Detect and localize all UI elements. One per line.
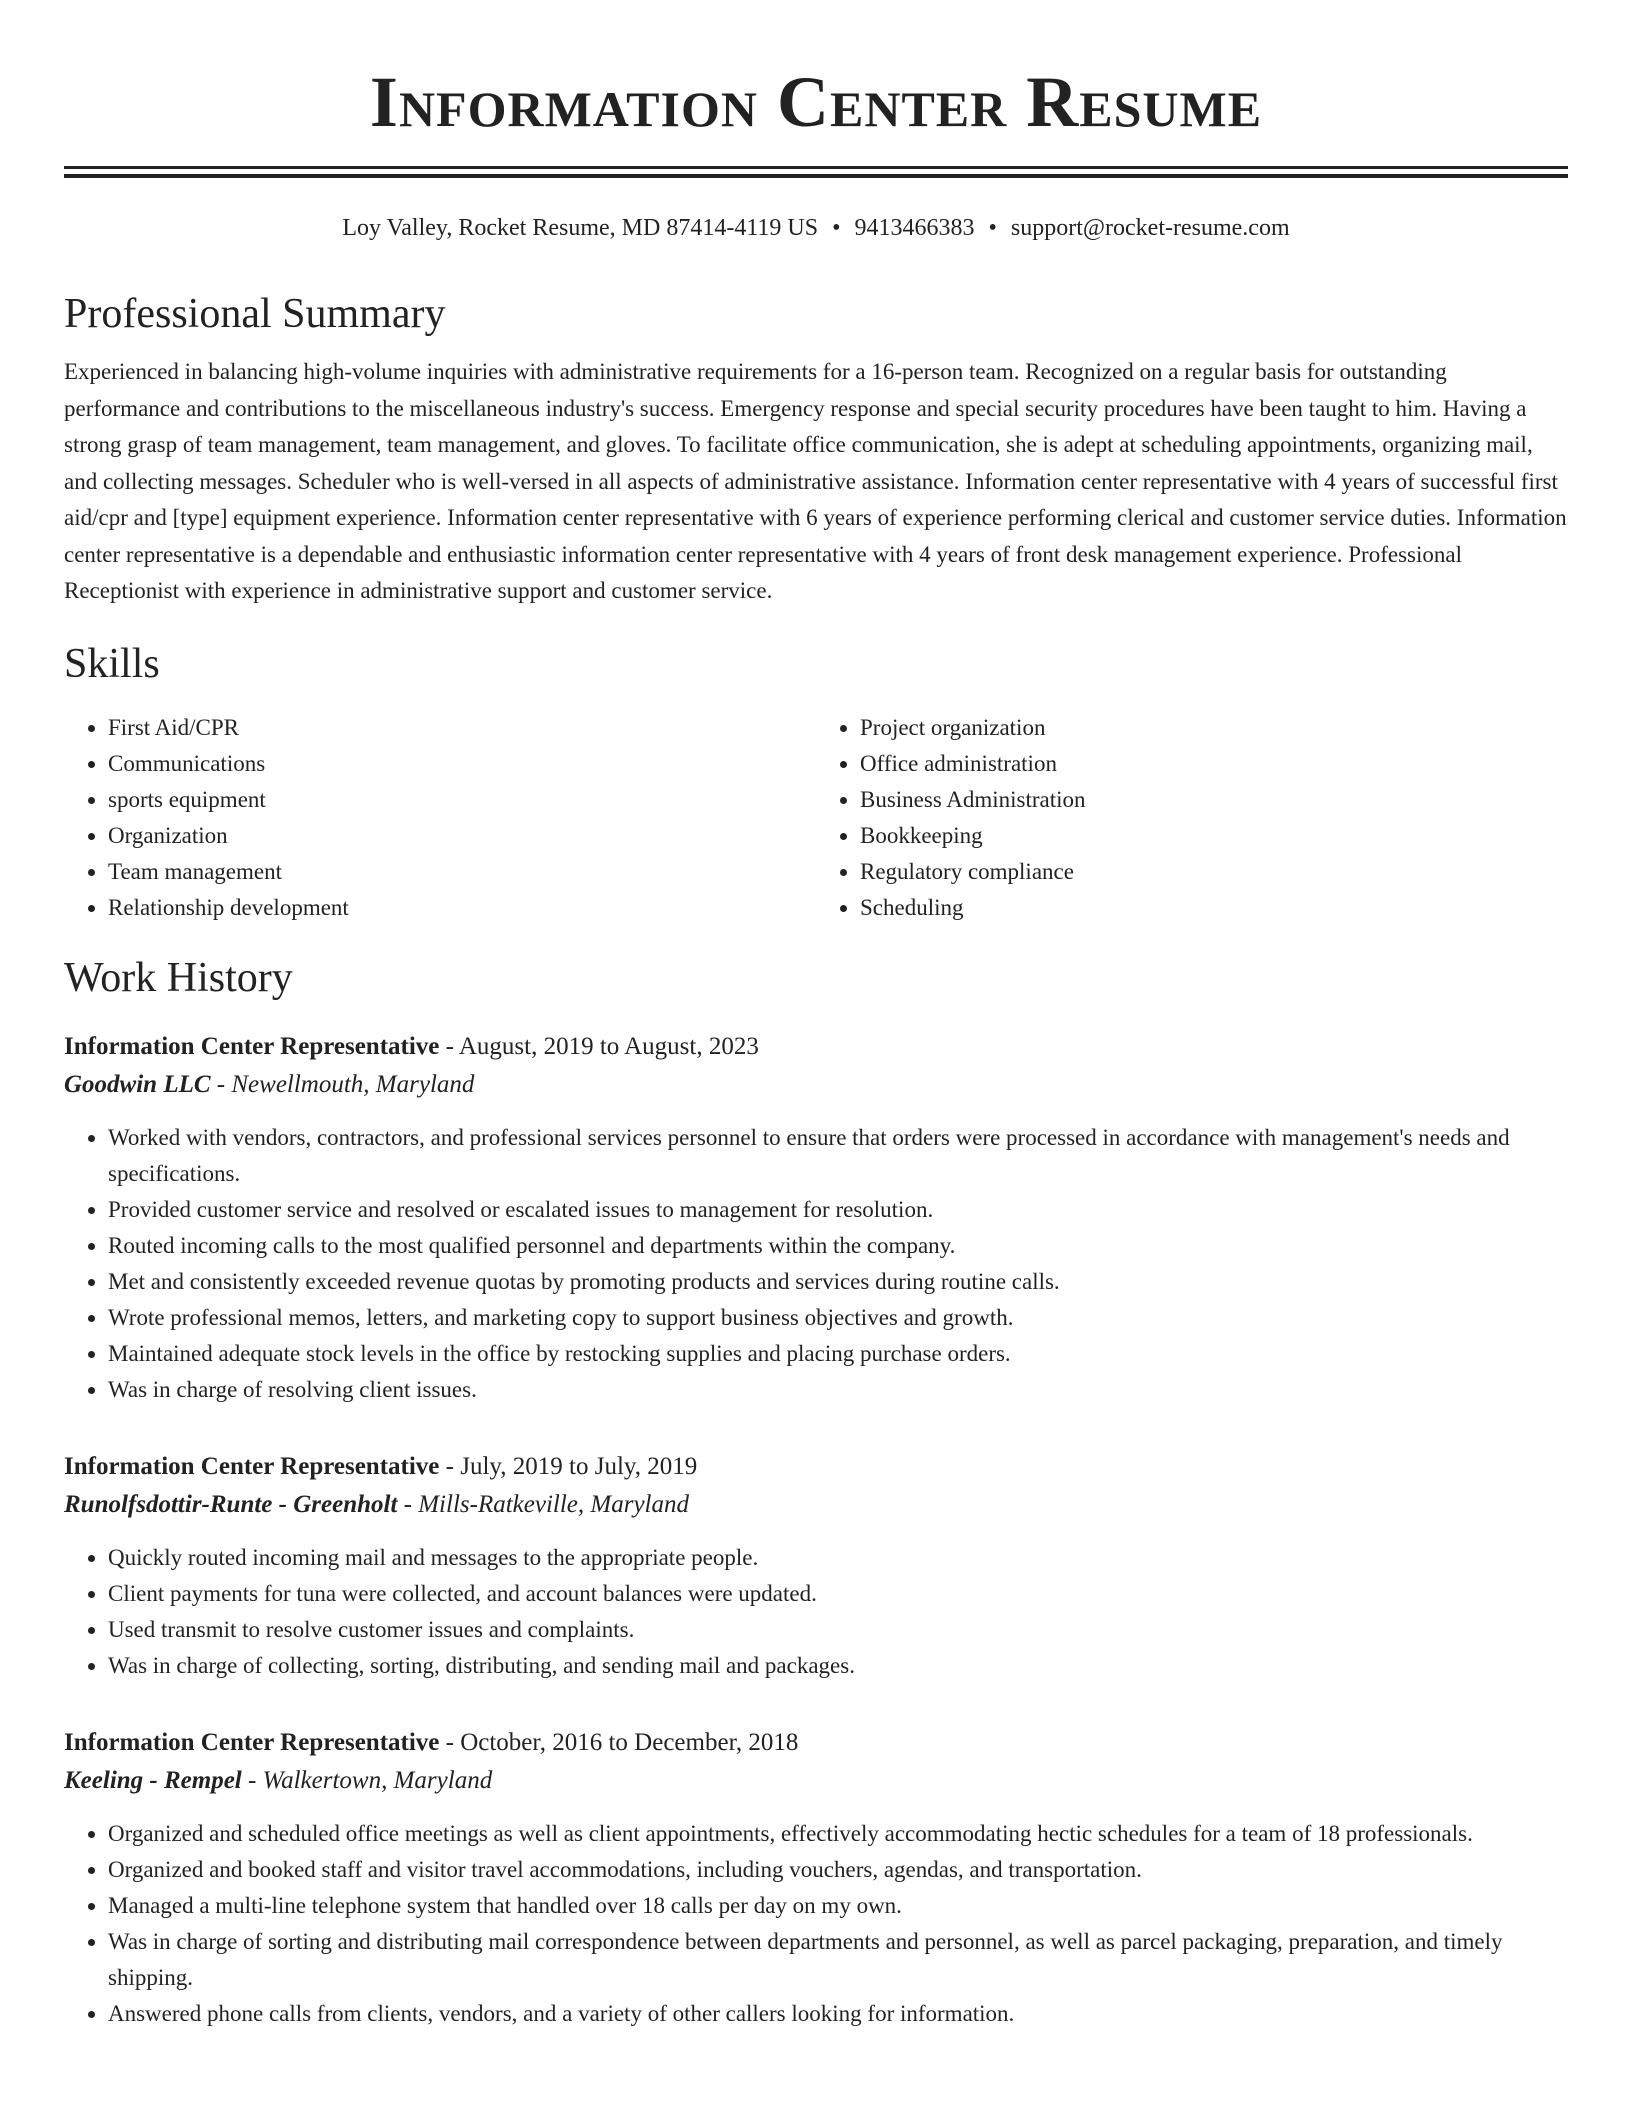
header-rule-thick bbox=[64, 174, 1568, 178]
job-title-line bbox=[64, 1028, 1568, 1066]
job-location: - Walkertown, Maryland bbox=[241, 1766, 493, 1794]
skill-item: • Bookkeeping bbox=[860, 818, 1568, 854]
job-bullet: • Was in charge of sorting and distributing mail correspondence between departments and personnel, as well as parcel packaging, preparation, and timely shipping. bbox=[108, 1924, 1568, 1996]
skill-item: • First Aid/CPR bbox=[108, 710, 816, 746]
skill-item: • sports equipment bbox=[108, 782, 816, 818]
skills-column-right bbox=[816, 710, 1568, 926]
skills-list bbox=[64, 710, 1568, 926]
job-bullet: • Wrote professional memos, letters, and marketing copy to support business objectives and growth. bbox=[108, 1300, 1568, 1336]
skill-item: • Communications bbox=[108, 746, 816, 782]
contact-line bbox=[64, 212, 1568, 244]
contact-separator: • bbox=[832, 215, 841, 241]
job-title: Information Center Representative bbox=[64, 1452, 440, 1480]
job-title-line bbox=[64, 1724, 1568, 1762]
summary-heading: Professional Summary bbox=[64, 291, 446, 337]
job-company-line bbox=[64, 1066, 1568, 1104]
job-bullet: • Was in charge of collecting, sorting, distributing, and sending mail and packages. bbox=[108, 1648, 1568, 1684]
job-bullet: • Provided customer service and resolved or escalated issues to management for resolution. bbox=[108, 1192, 1568, 1228]
skill-item: • Project organization bbox=[860, 710, 1568, 746]
job-company-line bbox=[64, 1486, 1568, 1524]
skill-item: • Business Administration bbox=[860, 782, 1568, 818]
skill-item: • Team management bbox=[108, 854, 816, 890]
job-location: - Newellmouth, Maryland bbox=[210, 1070, 475, 1098]
job-company: Goodwin LLC bbox=[64, 1070, 211, 1098]
skill-item: • Scheduling bbox=[860, 890, 1568, 926]
job-dates: - July, 2019 to July, 2019 bbox=[439, 1452, 698, 1480]
job-company: Runolfsdottir-Runte - Greenholt bbox=[64, 1490, 398, 1518]
job-bullets bbox=[64, 1120, 1568, 1408]
job-bullet: • Organized and scheduled office meetings as well as client appointments, effectively accommodating hectic schedules for a team of 18 professionals. bbox=[108, 1816, 1568, 1852]
job-title: Information Center Representative bbox=[64, 1032, 440, 1060]
contact-address: Loy Valley, Rocket Resume, MD 87414-4119 US bbox=[342, 215, 819, 241]
job-bullet: • Managed a multi-line telephone system that handled over 18 calls per day on my own. bbox=[108, 1888, 1568, 1924]
job-bullet: • Maintained adequate stock levels in the office by restocking supplies and placing purchase orders. bbox=[108, 1336, 1568, 1372]
work-history-heading: Work History bbox=[64, 954, 293, 1001]
job-location: - Mills-Ratkeville, Maryland bbox=[397, 1490, 689, 1518]
job-bullet: • Quickly routed incoming mail and messages to the appropriate people. bbox=[108, 1540, 1568, 1576]
skill-item: • Regulatory compliance bbox=[860, 854, 1568, 890]
job-dates: - August, 2019 to August, 2023 bbox=[439, 1032, 759, 1060]
job-bullet: • Client payments for tuna were collected, and account balances were updated. bbox=[108, 1576, 1568, 1612]
summary-text: Experienced in balancing high-volume inquiries with administrative requirements for a 16-person team. Recognized on a regular basis for outstanding performance and contributions to the miscellaneous industry's success. Emergency response and special security procedures have been taught to him. Having a strong grasp of team management, team management, and gloves. To facilitate office communication, she is adept at scheduling appointments, organizing mail, and collecting messages. Scheduler who is well-versed in all aspects of administrative assistance. Information center representative with 4 years of successful first aid/cpr and [type] equipment experience. Information center representative with 6 years of experience performing clerical and customer service duties. Information center representative is a dependable and enthusiastic information center representative with 4 years of front desk management experience. Professional Receptionist with experience in administrative support and customer service. bbox=[64, 359, 1567, 603]
skill-item: • Office administration bbox=[860, 746, 1568, 782]
contact-email: support@rocket-resume.com bbox=[1010, 215, 1290, 241]
skill-item: • Relationship development bbox=[108, 890, 816, 926]
skills-column-left bbox=[64, 710, 816, 926]
job-bullet: • Met and consistently exceeded revenue quotas by promoting products and services during routine calls. bbox=[108, 1264, 1568, 1300]
job-bullets bbox=[64, 1540, 1568, 1684]
job-company-line bbox=[64, 1762, 1568, 1800]
job-bullet: • Was in charge of resolving client issues. bbox=[108, 1372, 1568, 1408]
job-bullet: • Worked with vendors, contractors, and professional services personnel to ensure that orders were processed in accordance with management's needs and specifications. bbox=[108, 1120, 1568, 1192]
resume-title: Information Center Resume bbox=[369, 62, 1263, 142]
job-entry bbox=[64, 1028, 1568, 1408]
job-company: Keeling - Rempel bbox=[64, 1766, 242, 1794]
job-bullet: • Answered phone calls from clients, vendors, and a variety of other callers looking for information. bbox=[108, 1996, 1568, 2032]
job-entry bbox=[64, 1724, 1568, 2032]
contact-phone: 9413466383 bbox=[854, 215, 975, 241]
job-bullet: • Routed incoming calls to the most qualified personnel and departments within the company. bbox=[108, 1228, 1568, 1264]
job-dates: - October, 2016 to December, 2018 bbox=[439, 1728, 799, 1756]
job-entry bbox=[64, 1448, 1568, 1684]
job-title-line bbox=[64, 1448, 1568, 1486]
job-title: Information Center Representative bbox=[64, 1728, 440, 1756]
header-rule-thin bbox=[64, 166, 1568, 169]
skill-item: • Organization bbox=[108, 818, 816, 854]
job-bullet: • Organized and booked staff and visitor travel accommodations, including vouchers, agendas, and transportation. bbox=[108, 1852, 1568, 1888]
job-bullets bbox=[64, 1816, 1568, 2032]
skills-heading: Skills bbox=[64, 640, 160, 687]
job-bullet: • Used transmit to resolve customer issues and complaints. bbox=[108, 1612, 1568, 1648]
contact-separator: • bbox=[988, 215, 997, 241]
